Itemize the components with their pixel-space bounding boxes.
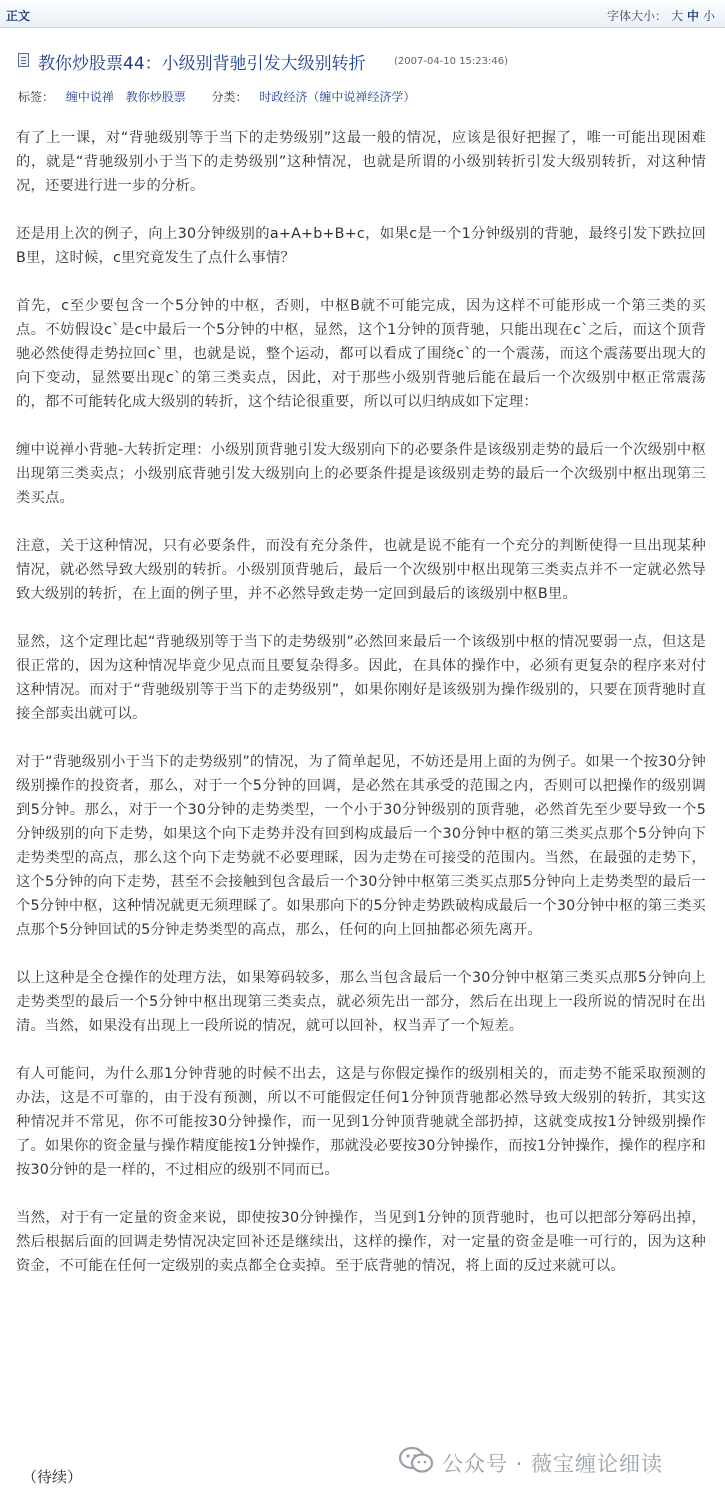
paragraph: 还是用上次的例子，向上30分钟级别的a+A+b+B+c，如果c是一个1分钟级别的背驰，最终引发下跌拉回B里，这时候，c里究竟发生了点什么事情？ — [16, 226, 706, 266]
article-title: 教你炒股票44：小级别背驰引发大级别转折 — [38, 54, 366, 74]
category-link[interactable]: 时政经济（缠中说禅经济学） — [259, 90, 416, 104]
paragraph: 缠中说禅小背驰-大转折定理：小级别顶背驰引发大级别向下的必要条件是该级别走势的最后一个次级别中枢出现第三类卖点；小级别底背驰引发大级别向上的必要条件提是该级别走势的最后一个次级别中枢出现第三类买点。 — [16, 442, 706, 506]
paragraph: 注意，关于这种情况，只有必要条件，而没有充分条件，也就是说不能有一个充分的判断使得一旦出现某种情况，就必然导致大级别的转折。小级别顶背驰后，最后一个次级别中枢出现第三类卖点并不一定就必然导致大级别的转折，在上面的例子里，并不必然导致走势一定回到最后的该级别中枢B里。 — [16, 538, 706, 602]
watermark-text: 公众号 · 薇宝缠论细读 — [442, 1452, 664, 1476]
article-body — [16, 126, 706, 1302]
paragraph: 首先，c至少要包含一个5分钟的中枢，否则，中枢B就不可能完成，因为这样不可能形成一个第三类的买点。不妨假设c`是c中最后一个5分钟的中枢，显然，这个1分钟的顶背驰，只能出现在c`之后，而这个顶背驰必然使得走势拉回c`里，也就是说，整个运动，都可以看成了围绕c`的一个震荡，而这个震荡要出现大的向下变动，显然要出现c`的第三类卖点，因此，对于那些小级别背驰后能在最后一个次级别中枢正常震荡的，都不可能转化成大级别的转折，这个结论很重要，所以可以归纳成如下定理： — [16, 298, 706, 410]
to-be-continued: （待续） — [22, 1468, 83, 1486]
font-size-medium-link[interactable]: 中 — [686, 9, 699, 23]
article-header-bar — [0, 0, 725, 28]
article-date: (2007-04-10 15:23:46) — [394, 56, 509, 67]
document-icon — [18, 53, 29, 67]
paragraph: 当然，对于有一定量的资金来说，即使按30分钟操作，当见到1分钟的顶背驰时，也可以把部分筹码出掉，然后根据后面的回调走势情况决定回补还是继续出，这样的操作，对一定量的资金是唯一可行的，因为这种资金，不可能在任何一定级别的卖点都全仓卖掉。至于底背驰的情况，将上面的反过来就可以。 — [16, 1210, 706, 1274]
tag-link-jiaonichaogupiao[interactable]: 教你炒股票 — [125, 90, 186, 104]
paragraph: 有了上一课，对“背驰级别等于当下的走势级别”这最一般的情况，应该是很好把握了，唯一可能出现困难的，就是“背驰级别小于当下的走势级别”这种情况，也就是所谓的小级别转折引发大级别转折，对这种情况，还要进行进一步的分析。 — [16, 130, 706, 194]
paragraph: 有人可能问，为什么那1分钟背驰的时候不出去，这是与你假定操作的级别相关的，而走势不能采取预测的办法，这是不可靠的，由于没有预测，所以不可能假定任何1分钟顶背驰都必然导致大级别的转折，其实这种情况并不常见，你不可能按30分钟操作，而一见到1分钟顶背驰就全部扔掉，这就变成按1分钟级别操作了。如果你的资金量与操作精度能按1分钟操作，那就没必要按30分钟操作，而按1分钟操作，操作的程序和按30分钟的是一样的，不过相应的级别不同而已。 — [16, 1066, 706, 1178]
paragraph: 以上这种是全仓操作的处理方法，如果筹码较多，那么当包含最后一个30分钟中枢第三类买点那5分钟向上走势类型的最后一个5分钟中枢出现第三类卖点，就必须先出一部分，然后在出现上一段所说的情况时在出清。当然，如果没有出现上一段所说的情况，就可以回补，权当弄了一个短差。 — [16, 970, 706, 1034]
font-size-label: 字体大小： — [606, 9, 667, 23]
tag-link-chanzhongshuochan[interactable]: 缠中说禅 — [65, 90, 114, 104]
category-label: 分类： — [211, 90, 248, 104]
section-label: 正文 — [6, 9, 31, 23]
article-meta — [18, 88, 423, 105]
paragraph: 显然，这个定理比起“背驰级别等于当下的走势级别”必然回来最后一个该级别中枢的情况要弱一点，但这是很正常的，因为这种情况毕竟少见点而且要复杂得多。因此，在具体的操作中，必须有更复杂的程序来对付这种情况。而对于“背驰级别等于当下的走势级别”，如果你刚好是该级别为操作级别的，只要在顶背驰时直接全部卖出就可以。 — [16, 634, 706, 722]
font-size-small-link[interactable]: 小 — [702, 9, 715, 23]
wechat-watermark — [398, 1440, 708, 1482]
font-size-large-link[interactable]: 大 — [670, 9, 683, 23]
tags-label: 标签： — [18, 90, 55, 104]
paragraph: 对于“背驰级别小于当下的走势级别”的情况，为了简单起见，不妨还是用上面的为例子。如果一个按30分钟级别操作的投资者，那么，对于一个5分钟的回调，是必然在其承受的范围之内，否则可以把操作的级别调到5分钟。那么，对于一个30分钟的走势类型，一个小于30分钟级别的顶背驰，必然首先至少要导致一个5分钟级别的向下走势，如果这个向下走势并没有回到构成最后一个30分钟中枢的第三类买点那个5分钟向下走势类型的高点，那么这个向下走势就不必要理睬，因为走势在可接受的范围内。当然，在最强的走势下，这个5分钟的向下走势，甚至不会接触到包含最后一个30分钟中枢第三类买点那5分钟向上走势类型的最后一个5分钟中枢，这种情况就更无须理睬了。如果那向下的5分钟走势跌破构成最后一个30分钟中枢的第三类买点那个5分钟回试的5分钟走势类型的高点，那么，任何的向上回抽都必须先离开。 — [16, 754, 706, 938]
font-size-control — [603, 7, 715, 24]
wechat-icon — [398, 1445, 434, 1475]
article-title-row — [18, 49, 708, 74]
